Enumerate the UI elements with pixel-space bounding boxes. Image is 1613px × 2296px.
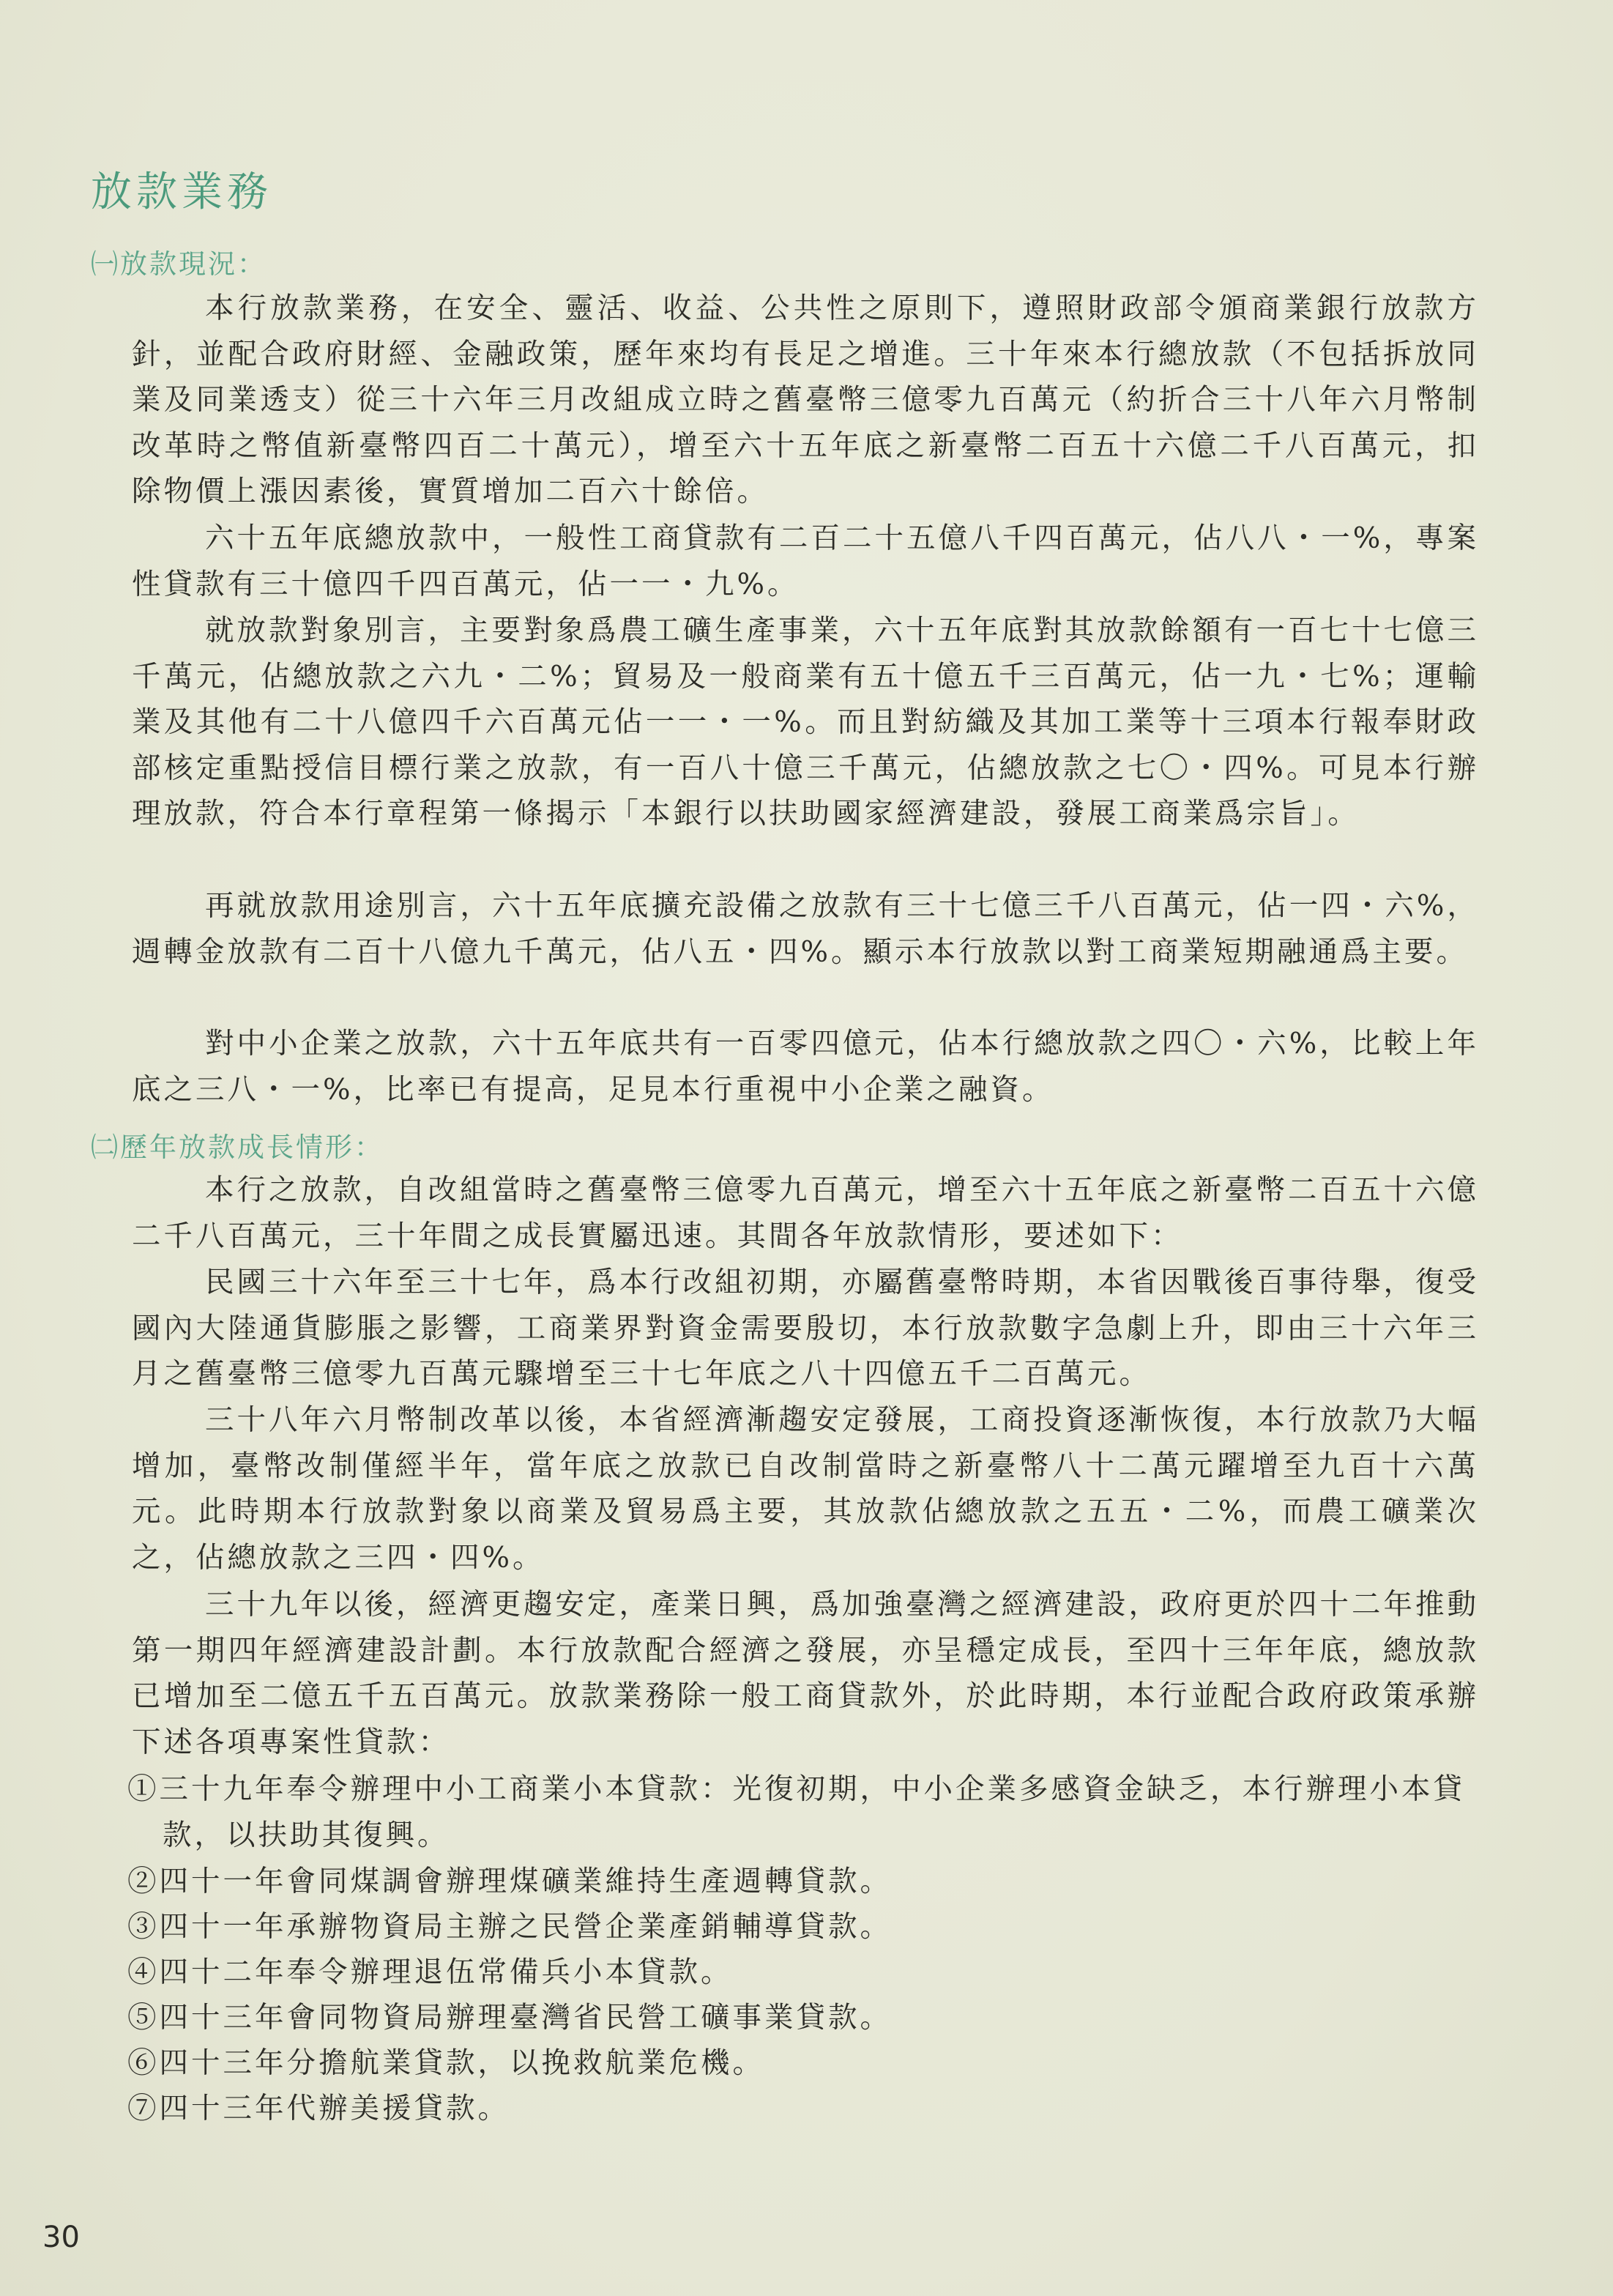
paragraph-1-3: 就放款對象別言，主要對象爲農工礦生產事業，六十五年底對其放款餘額有一百七十七億三千萬元，佔總放款之六九・二%；貿易及一般商業有五十億五千三百萬元，佔一九・七%；運輸業及其他有二十八億四千六百萬元佔一一・一%。而且對紡織及其加工業等十三項本行報奉財政部核定重點授信目標行業之放款，有一百八十億三千萬元，佔總放款之七〇・四%。可見本行辦理放款，符合本行章程第一條揭示「本銀行以扶助國家經濟建設，發展工商業爲宗旨」。 (132, 614, 1479, 831)
paragraph-2-1: 本行之放款，自改組當時之舊臺幣三億零九百萬元，增至六十五年底之新臺幣二百五十六億二千八百萬元，三十年間之成長實屬迅速。其間各年放款情形，要述如下： (132, 1173, 1479, 1253)
page-title: 放款業務 (91, 168, 272, 216)
list-item-3: ③四十一年承辦物資局主辦之民營企業產銷輔導貸款。 (127, 1910, 892, 1944)
section-heading-1: ㈠放款現況： (91, 248, 267, 280)
list-item-5: ⑤四十三年會同物資局辦理臺灣省民營工礦事業貸款。 (127, 2001, 892, 2035)
list-item-1: ①三十九年奉令辦理中小工商業小本貸款：光復初期，中小企業多感資金缺乏，本行辦理小本貸款，以扶助其復興。 (127, 1772, 1465, 1852)
paragraph-1-5: 對中小企業之放款，六十五年底共有一百零四億元，佔本行總放款之四〇・六%，比較上年底之三八・一%，比率已有提高，足見本行重視中小企業之融資。 (132, 1027, 1479, 1107)
list-item-4: ④四十二年奉令辦理退伍常備兵小本貸款。 (127, 1955, 733, 1989)
page-number: 30 (42, 2221, 80, 2254)
paragraph-1-2: 六十五年底總放款中，一般性工商貸款有二百二十五億八千四百萬元，佔八八・一%，專案性貸款有三十億四千四百萬元，佔一一・九%。 (132, 521, 1479, 601)
list-item-7: ⑦四十三年代辦美援貸款。 (127, 2092, 510, 2125)
list-item-2: ②四十一年會同煤調會辦理煤礦業維持生產週轉貸款。 (127, 1865, 892, 1898)
list-item-6: ⑥四十三年分擔航業貸款，以挽救航業危機。 (127, 2046, 764, 2080)
paragraph-1-1: 本行放款業務，在安全、靈活、收益、公共性之原則下，遵照財政部令頒商業銀行放款方針，並配合政府財經、金融政策，歷年來均有長足之增進。三十年來本行總放款（不包括拆放同業及同業透支）從三十六年三月改組成立時之舊臺幣三億零九百萬元（約折合三十八年六月幣制改革時之幣值新臺幣四百二十萬元），增至六十五年底之新臺幣二百五十六億二千八百萬元，扣除物價上漲因素後，實質增加二百六十餘倍。 (132, 291, 1479, 508)
paragraph-2-2: 民國三十六年至三十七年，爲本行改組初期，亦屬舊臺幣時期，本省因戰後百事待舉，復受國內大陸通貨膨脹之影響，工商業界對資金需要殷切，本行放款數字急劇上升，即由三十六年三月之舊臺幣三億零九百萬元驟增至三十七年底之八十四億五千二百萬元。 (132, 1266, 1479, 1391)
paragraph-2-3: 三十八年六月幣制改革以後，本省經濟漸趨安定發展，工商投資逐漸恢復，本行放款乃大幅增加，臺幣改制僅經半年，當年底之放款已自改制當時之新臺幣八十二萬元躍增至九百十六萬元。此時期本行放款對象以商業及貿易爲主要，其放款佔總放款之五五・二%，而農工礦業次之，佔總放款之三四・四%。 (132, 1403, 1479, 1575)
paragraph-2-4: 三十九年以後，經濟更趨安定，產業日興，爲加強臺灣之經濟建設，政府更於四十二年推動第一期四年經濟建設計劃。本行放款配合經濟之發展，亦呈穩定成長，至四十三年年底，總放款已增加至二億五千五百萬元。放款業務除一般工商貸款外，於此時期，本行並配合政府政策承辦下述各項專案性貸款： (132, 1588, 1479, 1759)
section-heading-2: ㈡歷年放款成長情形： (91, 1132, 384, 1163)
paragraph-1-4: 再就放款用途別言，六十五年底擴充設備之放款有三十七億三千八百萬元，佔一四・六%，週轉金放款有二百十八億九千萬元，佔八五・四%。顯示本行放款以對工商業短期融通爲主要。 (132, 889, 1479, 969)
